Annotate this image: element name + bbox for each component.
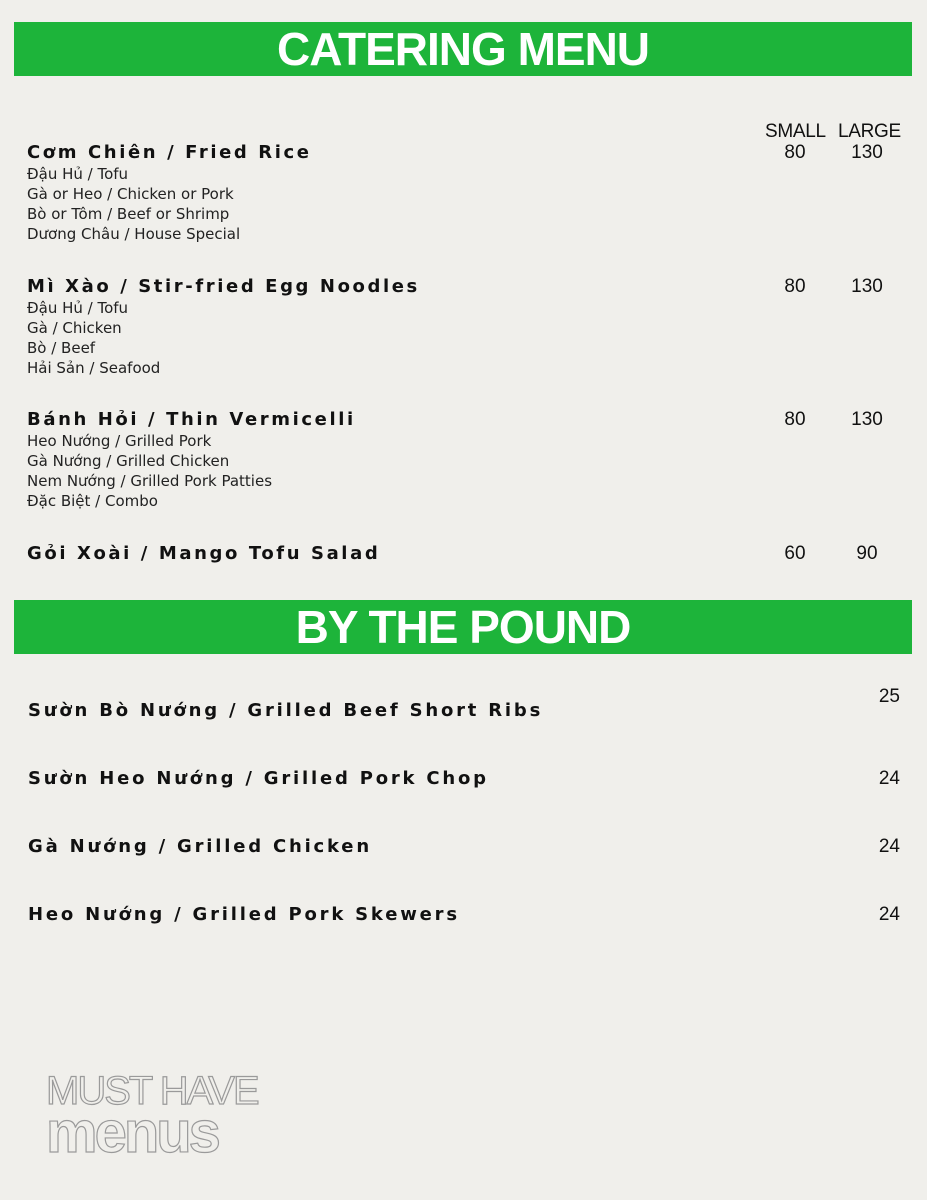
catering-menu-title: CATERING MENU (276, 23, 650, 75)
menu-section-stir-fried-noodles (27, 276, 907, 378)
pound-item-name: Sườn Heo Nướng / Grilled Pork Chop (28, 768, 489, 789)
pound-item-price: 24 (878, 836, 900, 857)
section-title: Mì Xào / Stir-fried Egg Noodles (27, 276, 420, 297)
menu-option: Nem Nướng / Grilled Pork Patties (27, 472, 273, 490)
section-title: Cơm Chiên / Fried Rice (27, 142, 312, 163)
pound-item-row (28, 768, 900, 792)
logo-line-1: MUST HAVE (46, 1069, 258, 1113)
section-title: Gỏi Xoài / Mango Tofu Salad (27, 543, 381, 564)
price-small: 80 (784, 276, 806, 297)
pound-item-row (28, 904, 900, 928)
menu-section-thin-vermicelli (27, 409, 907, 511)
menu-option: Hải Sản / Seafood (27, 359, 161, 377)
pound-item-row (28, 836, 900, 860)
menu-option: Gà / Chicken (27, 319, 122, 337)
menu-option: Gà Nướng / Grilled Chicken (27, 452, 230, 470)
logo-line-2: menus (46, 1100, 218, 1165)
pound-item-price: 24 (878, 768, 900, 789)
menu-option: Bò / Beef (27, 339, 96, 357)
pound-item-name: Heo Nướng / Grilled Pork Skewers (28, 904, 460, 925)
menu-section-mango-salad (27, 543, 907, 565)
price-small: 80 (784, 409, 806, 430)
menu-section-fried-rice (27, 142, 907, 244)
pound-item-name: Sườn Bò Nướng / Grilled Beef Short Ribs (28, 700, 544, 721)
menu-option: Bò or Tôm / Beef or Shrimp (27, 205, 230, 223)
pound-item-price: 25 (878, 686, 900, 707)
menu-option: Đậu Hủ / Tofu (27, 165, 129, 183)
column-header-large: LARGE (838, 121, 901, 142)
menu-option: Đậu Hủ / Tofu (27, 299, 129, 317)
pound-item-row (28, 686, 900, 724)
menu-option: Gà or Heo / Chicken or Pork (27, 185, 234, 203)
section-title: Bánh Hỏi / Thin Vermicelli (27, 409, 356, 430)
by-the-pound-banner (14, 600, 912, 654)
by-the-pound-title: BY THE POUND (295, 601, 631, 653)
menu-option: Đặc Biệt / Combo (27, 492, 158, 510)
price-large: 130 (851, 142, 883, 163)
catering-menu-banner (14, 22, 912, 76)
pound-item-price: 24 (878, 904, 900, 925)
column-header-small: SMALL (765, 121, 826, 142)
price-small: 80 (784, 142, 806, 163)
price-large: 130 (851, 409, 883, 430)
menu-option: Dương Châu / House Special (27, 225, 241, 243)
price-large: 130 (851, 276, 883, 297)
menu-option: Heo Nướng / Grilled Pork (27, 432, 212, 450)
must-have-menus-logo (46, 1069, 286, 1165)
pound-item-name: Gà Nướng / Grilled Chicken (28, 836, 372, 857)
price-small: 60 (784, 543, 806, 564)
price-large: 90 (856, 543, 878, 564)
